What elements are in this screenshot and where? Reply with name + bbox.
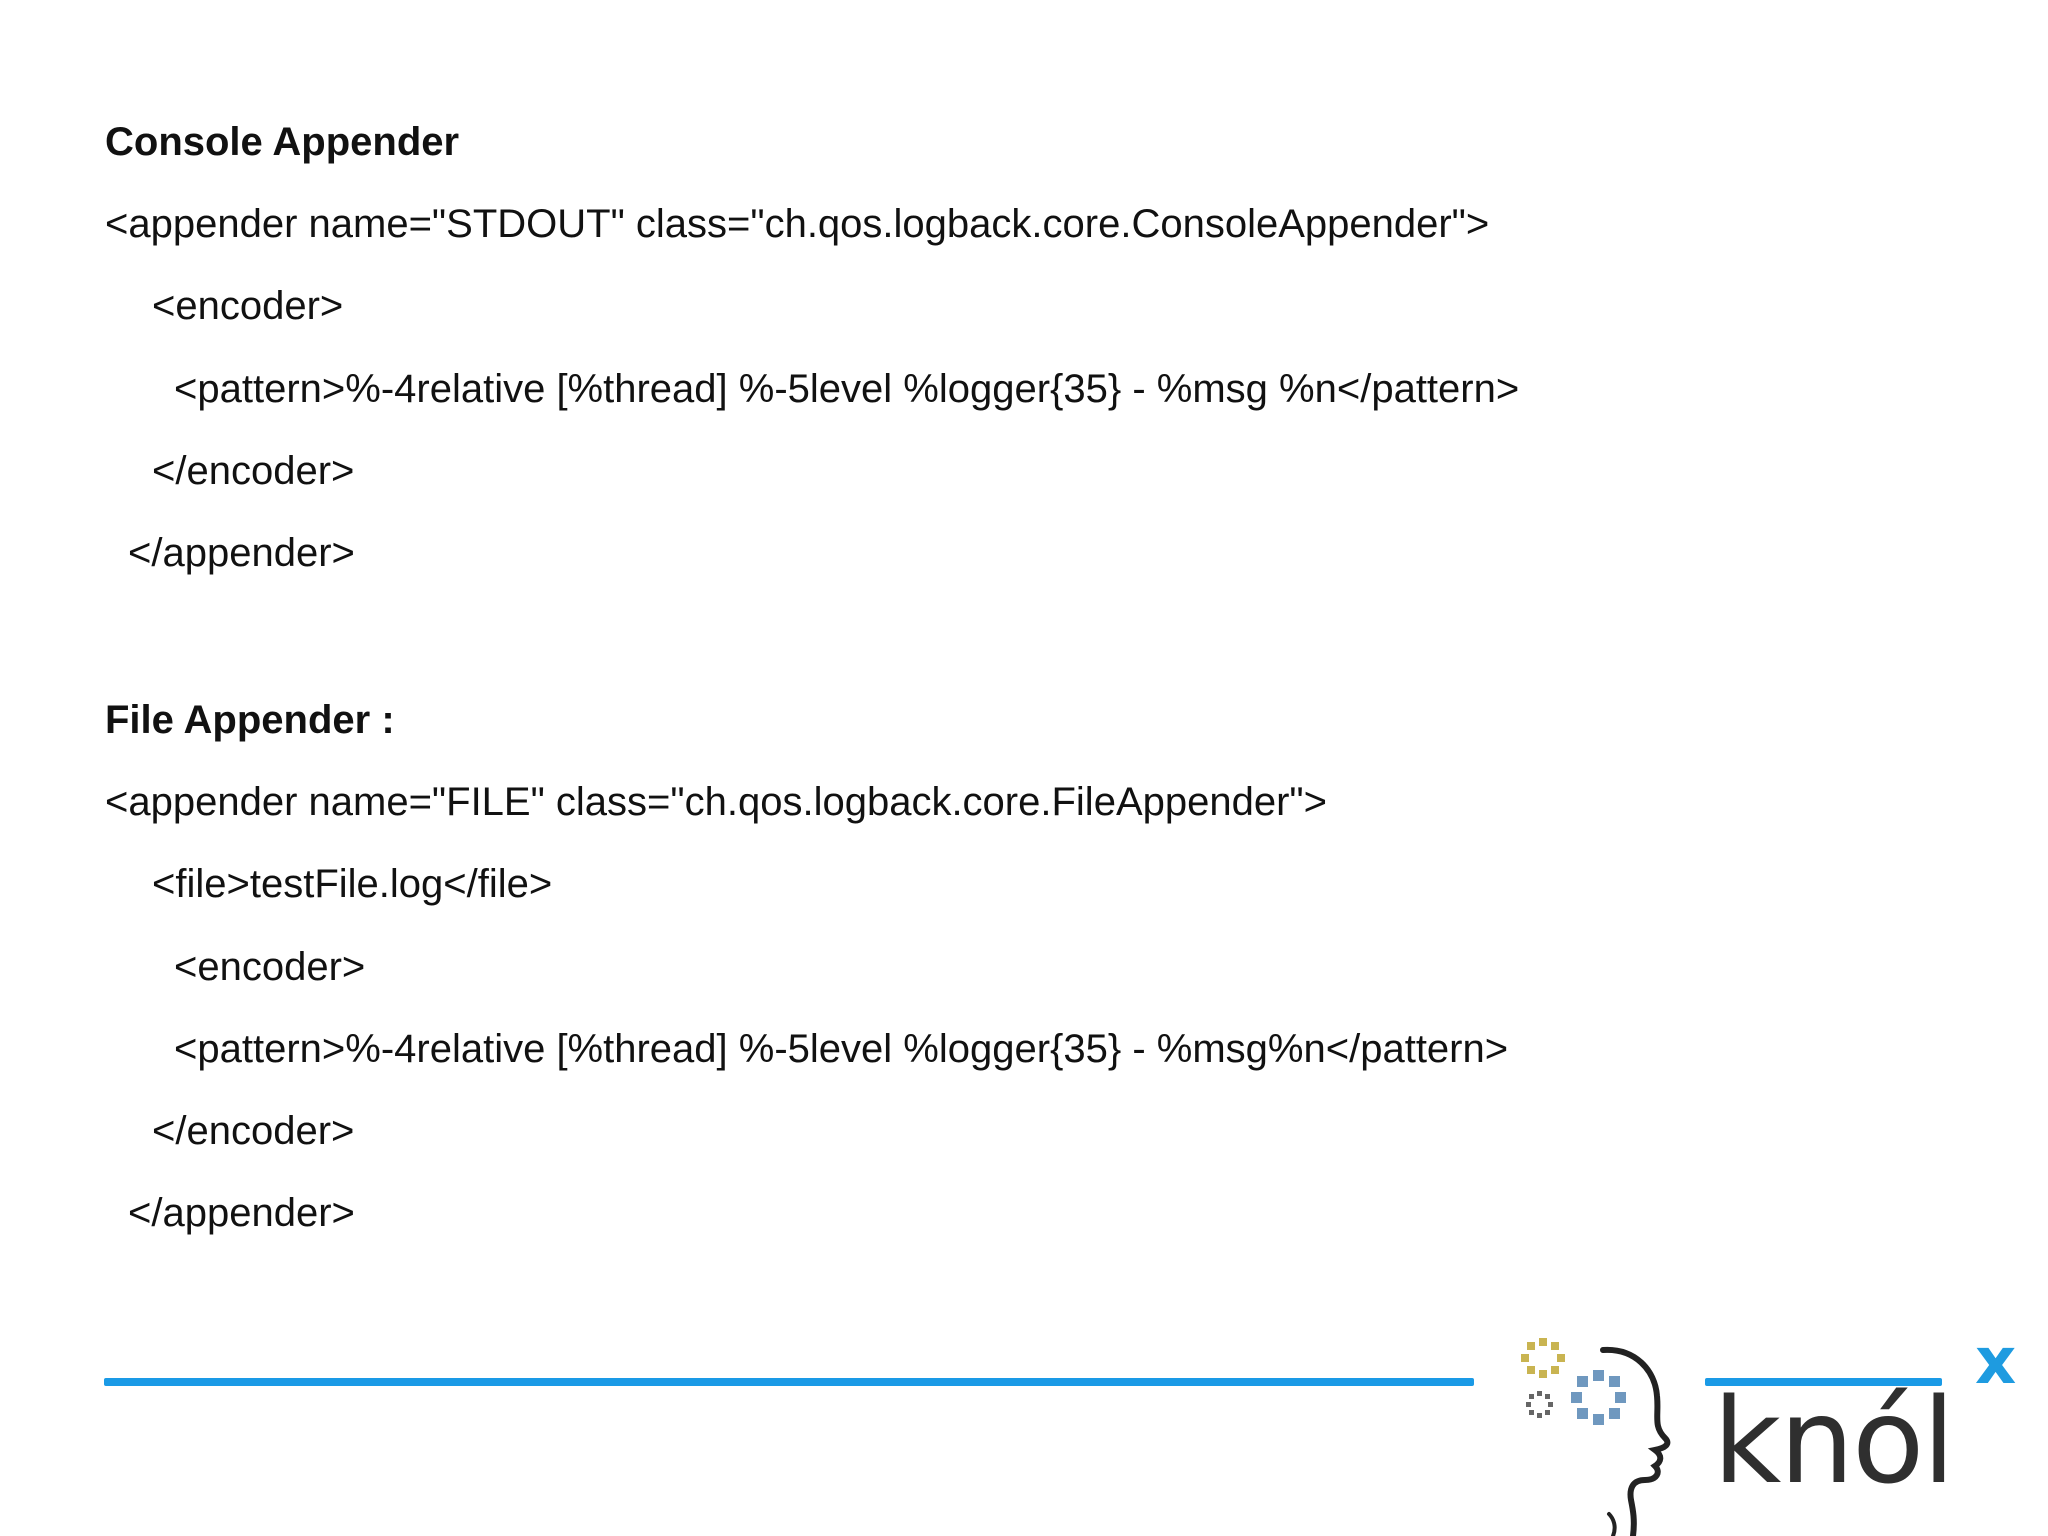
logo-wordmark [1713,1372,1954,1510]
knolx-logo [1505,1325,2045,1536]
file-code-line-3: <encoder> [174,945,366,989]
file-code-line-2: <file>testFile.log</file> [152,862,553,906]
logo-superscript: x [1975,1325,2017,1399]
console-code-line-1: <appender name="STDOUT" class="ch.qos.logback.core.ConsoleAppender"> [105,202,1490,246]
console-code-line-5: </appender> [128,531,355,575]
console-code-line-4: </encoder> [152,449,355,493]
file-code-line-1: <appender name="FILE" class="ch.qos.logback.core.FileAppender"> [105,780,1327,824]
footer-rule-left [104,1378,1474,1386]
head-gears-icon [1505,1330,1715,1536]
file-appender-heading: File Appender : [105,698,395,742]
file-code-line-5: </encoder> [152,1109,355,1153]
console-code-line-3: <pattern>%-4relative [%thread] %-5level %logger{35} - %msg %n</pattern> [174,367,1520,411]
console-code-line-2: <encoder> [152,284,344,328]
console-appender-heading: Console Appender [105,120,460,164]
file-code-line-6: </appender> [128,1191,355,1235]
file-code-line-4: <pattern>%-4relative [%thread] %-5level %logger{35} - %msg%n</pattern> [174,1027,1509,1071]
logo-text: knól [1713,1372,1954,1510]
